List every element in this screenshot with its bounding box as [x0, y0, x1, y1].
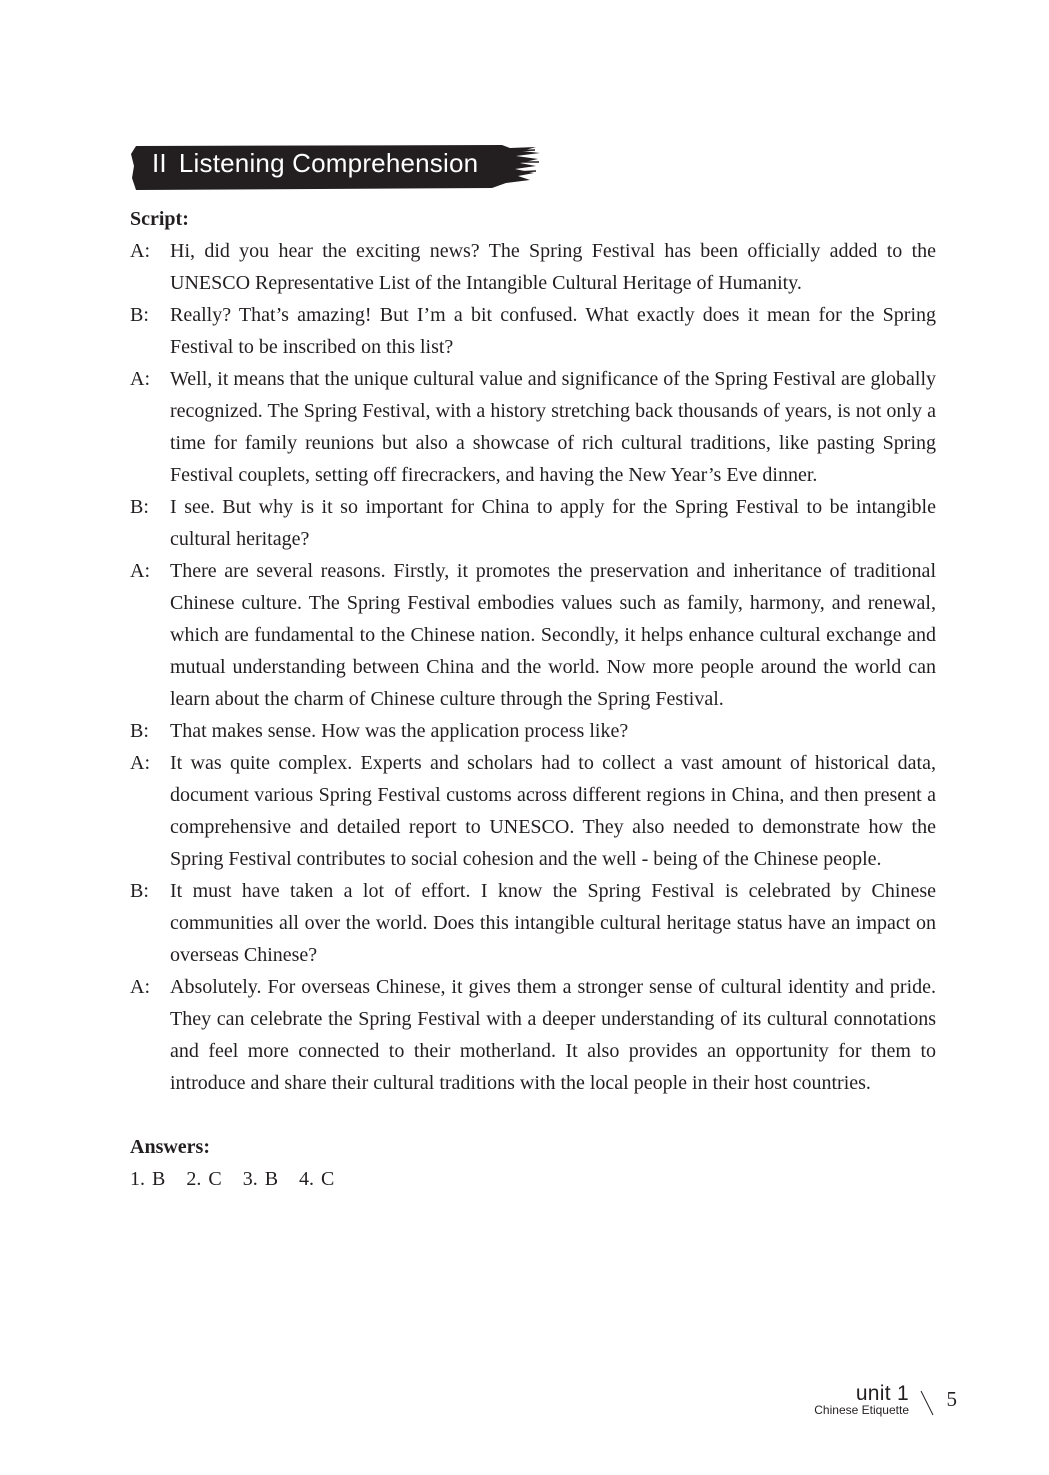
dialogue-line [130, 235, 936, 299]
answer-item: 4. C [299, 1168, 335, 1190]
dialogue-text: Well, it means that the unique cultural value and significance of the Spring Festival are globally recognized. The Spring Festival, with a history stretching back thousands of years, is not only a time for family reunions but also a showcase of rich cultural traditions, like pasting Spring Festival couplets, setting off firecrackers, and having the New Year’s Eve dinner. [170, 368, 936, 486]
unit-label: unit 1 [855, 1382, 909, 1405]
dialogue-line [130, 299, 936, 363]
speaker-label: B: [130, 880, 149, 902]
dialogue-text: There are several reasons. Firstly, it promotes the preservation and inheritance of traditional Chinese culture. The Spring Festival embodies values such as family, harmony, and renewal, which are fundamental to the Chinese nation. Secondly, it helps enhance cultural exchange and mutual understanding between China and the world. Now more people around the world can learn about the charm of Chinese culture through the Spring Festival. [170, 560, 936, 710]
divider-slash-icon [919, 1389, 935, 1417]
dialogue-text: It must have taken a lot of effort. I know the Spring Festival is celebrated by Chinese communities all over the world. Does this intangible cultural heritage status have an impact on overseas Chinese? [170, 880, 936, 966]
speaker-label: B: [130, 720, 149, 742]
dialogue-text: I see. But why is it so important for China to apply for the Spring Festival to be intangible cultural heritage? [170, 496, 936, 550]
speaker-label: A: [130, 752, 150, 774]
dialogue-line [130, 491, 936, 555]
dialogue-line [130, 875, 936, 971]
dialogue-text: Really? That’s amazing! But I’m a bit confused. What exactly does it mean for the Spring Festival to be inscribed on this list? [170, 304, 936, 358]
unit-subtitle: Chinese Etiquette [814, 1403, 909, 1417]
speaker-label: A: [130, 240, 150, 262]
dialogue-line [130, 747, 936, 875]
page-number: 5 [946, 1387, 957, 1411]
speaker-label: A: [130, 368, 150, 390]
speaker-label: A: [130, 560, 150, 582]
dialogue-text: It was quite complex. Experts and scholars had to collect a vast amount of historical data, document various Spring Festival customs across different regions in China, and then present a comprehensive and detailed report to UNESCO. They also needed to demonstrate how the Spring Festival contributes to social cohesion and the well - being of the Chinese people. [170, 752, 936, 870]
answer-item: 3. B [242, 1168, 279, 1190]
dialogue-line [130, 555, 936, 715]
dialogue-line [130, 971, 936, 1099]
section-title-text: Listening Comprehension [178, 148, 479, 178]
section-banner [130, 142, 542, 192]
answers-label: Answers: [130, 1136, 210, 1158]
section-numeral: II [152, 148, 167, 178]
dialogue-line [130, 715, 936, 747]
script-label: Script: [130, 208, 189, 230]
answer-item: 1. B [130, 1168, 166, 1190]
page-footer [797, 1383, 957, 1423]
script-content [130, 203, 936, 1195]
speaker-label: A: [130, 976, 150, 998]
answers-list [130, 1163, 936, 1195]
speaker-label: B: [130, 304, 149, 326]
dialogue-line [130, 363, 936, 491]
speaker-label: B: [130, 496, 149, 518]
dialogue-text: Absolutely. For overseas Chinese, it gives them a stronger sense of cultural identity and pride. They can celebrate the Spring Festival with a deeper understanding of its cultural connotations and feel more connected to their motherland. It also provides an opportunity for them to introduce and share their cultural traditions with the local people in their host countries. [170, 976, 936, 1094]
dialogue-text: That makes sense. How was the application process like? [170, 720, 629, 742]
section-title [152, 148, 478, 179]
dialogue-text: Hi, did you hear the exciting news? The Spring Festival has been officially added to the UNESCO Representative List of the Intangible Cultural Heritage of Humanity. [170, 240, 936, 294]
answer-item: 2. C [186, 1168, 222, 1190]
